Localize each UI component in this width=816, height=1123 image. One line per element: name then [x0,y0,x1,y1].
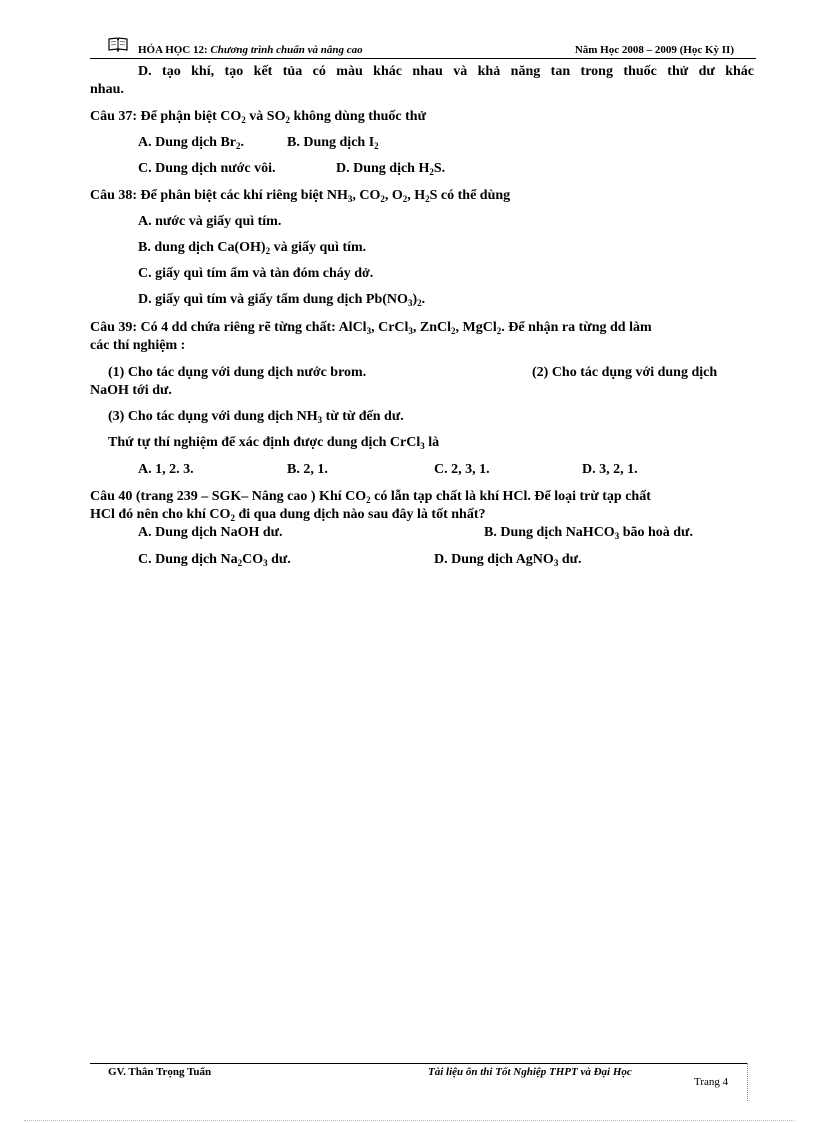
q37-option-a: A. Dung dịch $Br_2$. [138,135,245,151]
question-40-line2: HCl đó nên cho khí $CO_2$ đi qua dung dịch nào sau đây là tốt nhất? [90,507,486,523]
q39-option-a: A. 1, 2. 3. [138,462,194,477]
footer-author: GV. Thân Trọng Tuấn [108,1066,212,1078]
q37-option-c: C. Dung dịch nước vôi. [138,161,276,176]
question-39: Câu 39: Có 4 dd chứa riêng rẽ từng chất: AlCl$_3$, CrCl$_3$, ZnCl$_2$, MgCl$_2$. Để nhận ra từng dd làm [90,320,652,336]
q36-option-d-line1: D. tạo khí, tạo kết tủa có màu khác nhau và khả năng tan trong thuốc thử dư khác [138,64,754,79]
q38-option-d: D. giấy quì tím và giấy tẩm dung dịch $Pb(NO_3)_2$. [138,292,426,308]
q40-option-c: C. Dung dịch $Na_2CO_3$ dư. [138,552,291,568]
question-40: Câu 40 (trang 239 – SGK– Nâng cao ) Khí $CO_2$ có lẫn tạp chất là khí HCl. Để loại trừ tạp chất [90,489,651,505]
footer-rule [90,1063,748,1064]
question-38: Câu 38: Để phân biệt các khí riêng biệt $NH_3$, $CO_2$, $O_2$, $H_2S$ có thể dùng [90,188,511,204]
page-number: Trang 4 [694,1076,729,1088]
question-39-line2: các thí nghiệm : [90,338,186,353]
q39-experiment-1: (1) Cho tác dụng với dung dịch nước brom. [108,365,367,380]
footer-title: Tài liệu ôn thi Tốt Nghiệp THPT và Đại Học [428,1066,632,1078]
q38-option-a: A. nước và giấy quì tím. [138,214,282,229]
header-year: Năm Học 2008 – 2009 (Học Kỳ II) [574,44,734,56]
q39-experiment-2-line2: NaOH tới dư. [90,383,172,398]
q39-option-c: C. 2, 3, 1. [434,462,490,477]
q38-option-c: C. giấy quì tím ẩm và tàn đóm cháy dở. [138,266,374,281]
q40-option-b: B. Dung dịch NaHCO$_3$ bão hoà dư. [484,525,693,541]
q40-option-d: D. Dung dịch AgNO$_3$ dư. [434,552,582,568]
page-margin-guide [747,1063,748,1101]
page-header [108,40,756,60]
q37-option-b: B. Dung dịch $I_2$ [287,135,379,151]
header-subject: HÓA HỌC 12: Chương trình chuẩn và nâng cao [138,44,363,56]
q39-experiment-2: (2) Cho tác dụng với dung dịch [532,365,718,380]
q37-option-d: D. Dung dịch $H_2S$. [336,161,446,177]
header-rule [90,58,756,59]
question-37: Câu 37: Để phận biệt $CO_2$ và $SO_2$ không dùng thuốc thử [90,109,426,125]
q39-experiment-3: (3) Cho tác dụng với dung dịch $NH_3$ từ từ đến dư. [108,409,404,425]
q38-option-b: B. dung dịch $Ca(OH)_2$ và giấy quì tím. [138,240,367,256]
book-icon [108,36,128,52]
q36-option-d-line2: nhau. [90,82,124,97]
q39-prompt: Thứ tự thí nghiệm để xác định được dung dịch CrCl$_3$ là [108,435,440,451]
page-bottom-edge [24,1120,794,1121]
header-program: Chương trình chuẩn và nâng cao [210,44,363,56]
q40-option-a: A. Dung dịch NaOH dư. [138,525,283,540]
q39-option-d: D. 3, 2, 1. [582,462,638,477]
q39-option-b: B. 2, 1. [287,462,328,477]
